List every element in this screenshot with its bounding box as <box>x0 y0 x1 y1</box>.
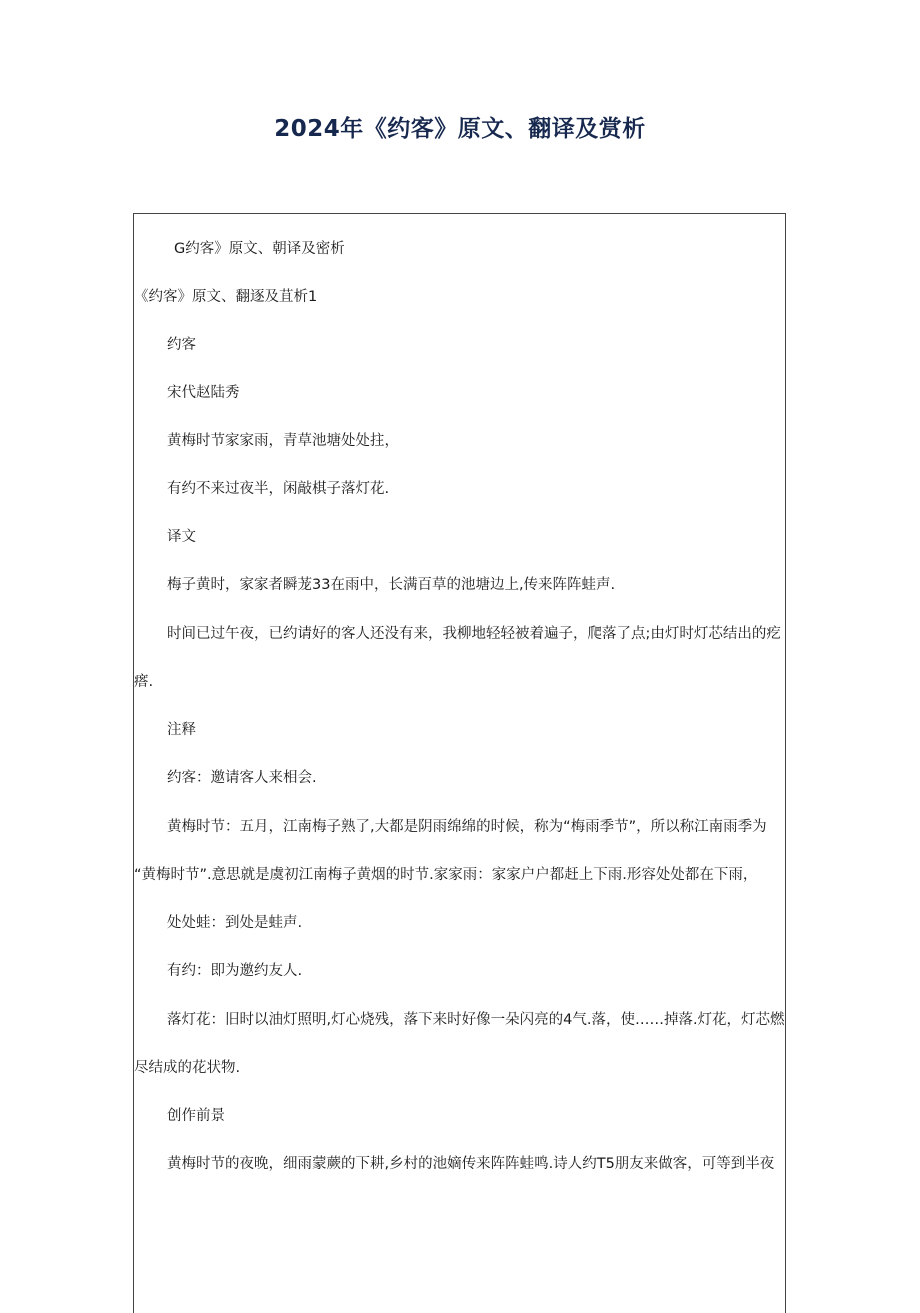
section-heading-background: 创作前景 <box>167 1108 225 1124</box>
paragraph-line: 黄梅时节：五月，江南梅子熟了,大都是阴雨绵绵的时候，称为“梅雨季节”，所以称江南雨季为 <box>167 819 767 835</box>
section-heading-translation: 译文 <box>167 529 196 545</box>
paragraph-line: 尽结成的花状物. <box>134 1060 241 1076</box>
paragraph-line: 瘩. <box>134 674 154 690</box>
paragraph-line: 有约：即为邀约友人. <box>167 963 303 979</box>
document-title: 2024年《约客》原文、翻译及赏析 <box>274 116 646 142</box>
paragraph-line: 约客：邀请客人来相会. <box>167 770 317 786</box>
paragraph-line: 时间已过午夜，已约请好的客人还没有来，我柳地轻轻被着遍子，爬落了点;由灯时灯芯结出的疙 <box>167 626 781 642</box>
paragraph-line: 处处蛙：到处是蛙声. <box>167 915 303 931</box>
paragraph-line: “黄梅时节”.意思就是虞初江南梅子黄烟的时节.家家雨：家家户户都赶上下雨.形容处处都在下雨， <box>134 867 758 883</box>
poem-line: 黄梅时节家家雨，青草池塘处处拄， <box>167 433 399 449</box>
poem-title: 约客 <box>167 337 196 353</box>
heading-line: G约客》原文、朝译及密析 <box>174 241 345 257</box>
poem-author: 宋代赵陆秀 <box>167 385 240 401</box>
paragraph-line: 落灯花：旧时以油灯照明,灯心烧残，落下来时好像一朵闪亮的4气.落，使……掉落.灯花，灯芯燃 <box>167 1012 785 1028</box>
paragraph-line: 黄梅时节的夜晚，细雨蒙蕨的下耕,乡村的池嫡传来阵阵蛙鸣.诗人约T5朋友来做客，可等到半夜 <box>167 1156 775 1172</box>
section-title: 《约客》原文、翻逐及苴析1 <box>134 289 318 305</box>
content-box <box>133 213 786 1313</box>
poem-line: 有约不来过夜半，闲敲棋子落灯花. <box>167 481 390 497</box>
paragraph-line: 梅子黄时，家家者瞬茏33在雨中，长满百草的池塘边上,传来阵阵蛙声. <box>167 577 616 593</box>
section-heading-notes: 注释 <box>167 722 196 738</box>
